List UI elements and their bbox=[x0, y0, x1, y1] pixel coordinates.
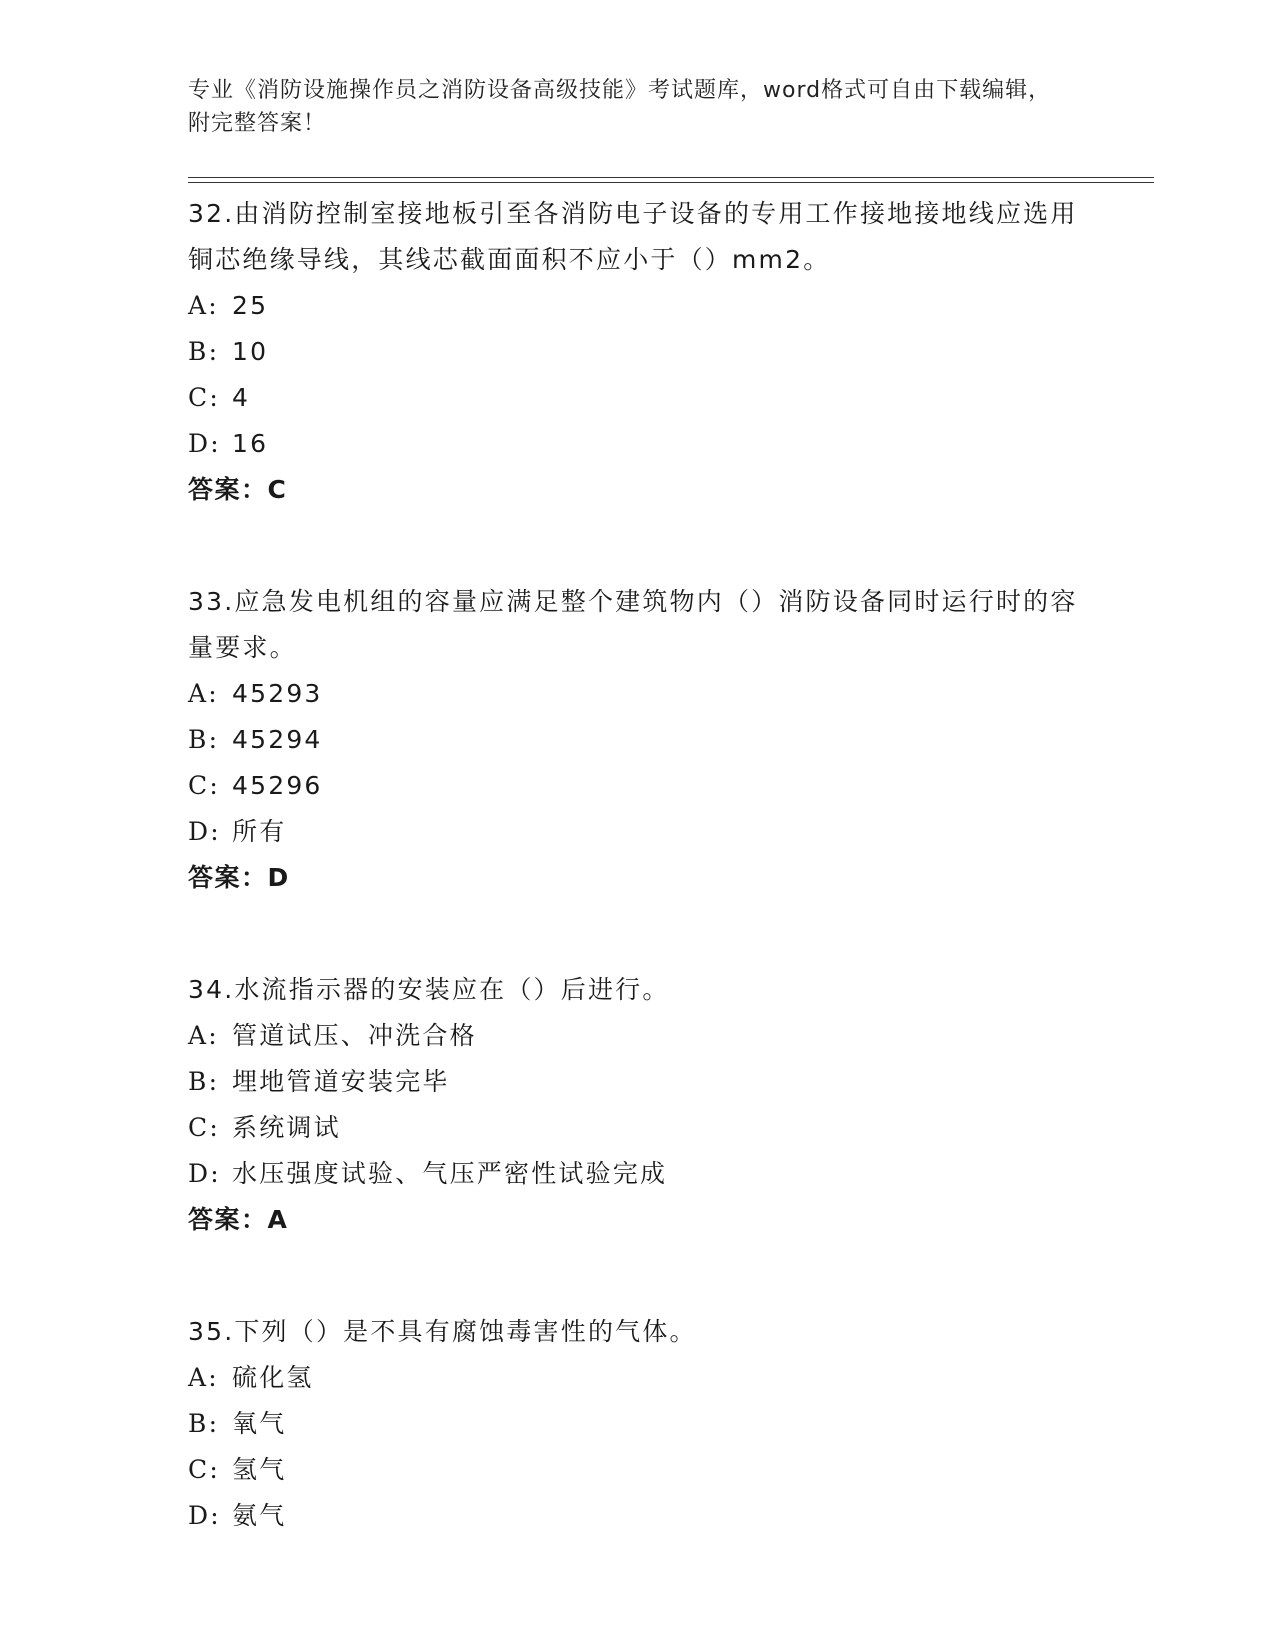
option-text: 氧气 bbox=[232, 1409, 287, 1438]
option-c bbox=[188, 1447, 1088, 1493]
option-label: A: bbox=[188, 1363, 219, 1392]
option-text: 硫化氢 bbox=[232, 1363, 314, 1392]
option-a bbox=[188, 671, 1088, 717]
answer-line bbox=[188, 855, 1088, 901]
option-label: C: bbox=[188, 771, 220, 800]
question-stem: 34.水流指示器的安装应在（）后进行。 bbox=[188, 975, 670, 1004]
option-text: 水压强度试验、气压严密性试验完成 bbox=[232, 1159, 668, 1188]
option-text: 埋地管道安装完毕 bbox=[232, 1067, 450, 1096]
option-text: 45293 bbox=[232, 679, 323, 708]
option-text: 氨气 bbox=[232, 1501, 287, 1530]
header-divider-top bbox=[188, 177, 1154, 178]
option-label: D: bbox=[188, 429, 221, 458]
option-text: 45296 bbox=[232, 771, 323, 800]
answer-label: 答案： bbox=[188, 1205, 268, 1234]
option-text: 4 bbox=[232, 383, 251, 412]
question-32 bbox=[188, 191, 1088, 557]
question-35 bbox=[188, 1309, 1088, 1539]
answer-value: C bbox=[267, 475, 288, 504]
option-text: 16 bbox=[232, 429, 269, 458]
option-label: D: bbox=[188, 817, 221, 846]
option-text: 氢气 bbox=[232, 1455, 287, 1484]
option-label: C: bbox=[188, 383, 220, 412]
option-label: A: bbox=[188, 291, 219, 320]
answer-line bbox=[188, 467, 1088, 513]
option-label: A: bbox=[188, 1021, 219, 1050]
option-label: C: bbox=[188, 1113, 220, 1142]
option-label: B: bbox=[188, 1067, 220, 1096]
option-label: B: bbox=[188, 725, 220, 754]
option-label: B: bbox=[188, 337, 220, 366]
answer-label: 答案： bbox=[188, 475, 268, 504]
option-label: C: bbox=[188, 1455, 220, 1484]
option-b bbox=[188, 329, 1088, 375]
document-header: 专业《消防设施操作员之消防设备高级技能》考试题库，word格式可自由下载编辑，附完整答案！ bbox=[188, 78, 1052, 136]
header-divider-bottom bbox=[188, 182, 1154, 183]
option-d bbox=[188, 1151, 1088, 1197]
answer-line bbox=[188, 1197, 1088, 1243]
answer-value: D bbox=[267, 863, 290, 892]
option-text: 系统调试 bbox=[232, 1113, 341, 1142]
option-d bbox=[188, 809, 1088, 855]
answer-value: A bbox=[267, 1205, 289, 1234]
option-label: A: bbox=[188, 679, 219, 708]
option-a bbox=[188, 1355, 1088, 1401]
question-list bbox=[188, 191, 1088, 1561]
option-label: D: bbox=[188, 1501, 221, 1530]
option-text: 10 bbox=[232, 337, 269, 366]
option-b bbox=[188, 1059, 1088, 1105]
question-33 bbox=[188, 579, 1088, 945]
option-a bbox=[188, 283, 1088, 329]
option-text: 所有 bbox=[232, 817, 287, 846]
option-text: 25 bbox=[232, 291, 269, 320]
answer-label: 答案： bbox=[188, 863, 268, 892]
option-a bbox=[188, 1013, 1088, 1059]
option-c bbox=[188, 1105, 1088, 1151]
option-c bbox=[188, 763, 1088, 809]
option-b bbox=[188, 717, 1088, 763]
option-label: B: bbox=[188, 1409, 220, 1438]
question-34 bbox=[188, 967, 1088, 1287]
option-c bbox=[188, 375, 1088, 421]
option-label: D: bbox=[188, 1159, 221, 1188]
question-stem: 35.下列（）是不具有腐蚀毒害性的气体。 bbox=[188, 1317, 697, 1346]
question-stem: 32.由消防控制室接地板引至各消防电子设备的专用工作接地接地线应选用铜芯绝缘导线，其线芯截面面积不应小于（）mm2。 bbox=[188, 199, 1078, 274]
option-d bbox=[188, 421, 1088, 467]
question-stem: 33.应急发电机组的容量应满足整个建筑物内（）消防设备同时运行时的容量要求。 bbox=[188, 587, 1078, 662]
option-text: 管道试压、冲洗合格 bbox=[232, 1021, 477, 1050]
option-text: 45294 bbox=[232, 725, 323, 754]
option-b bbox=[188, 1401, 1088, 1447]
option-d bbox=[188, 1493, 1088, 1539]
